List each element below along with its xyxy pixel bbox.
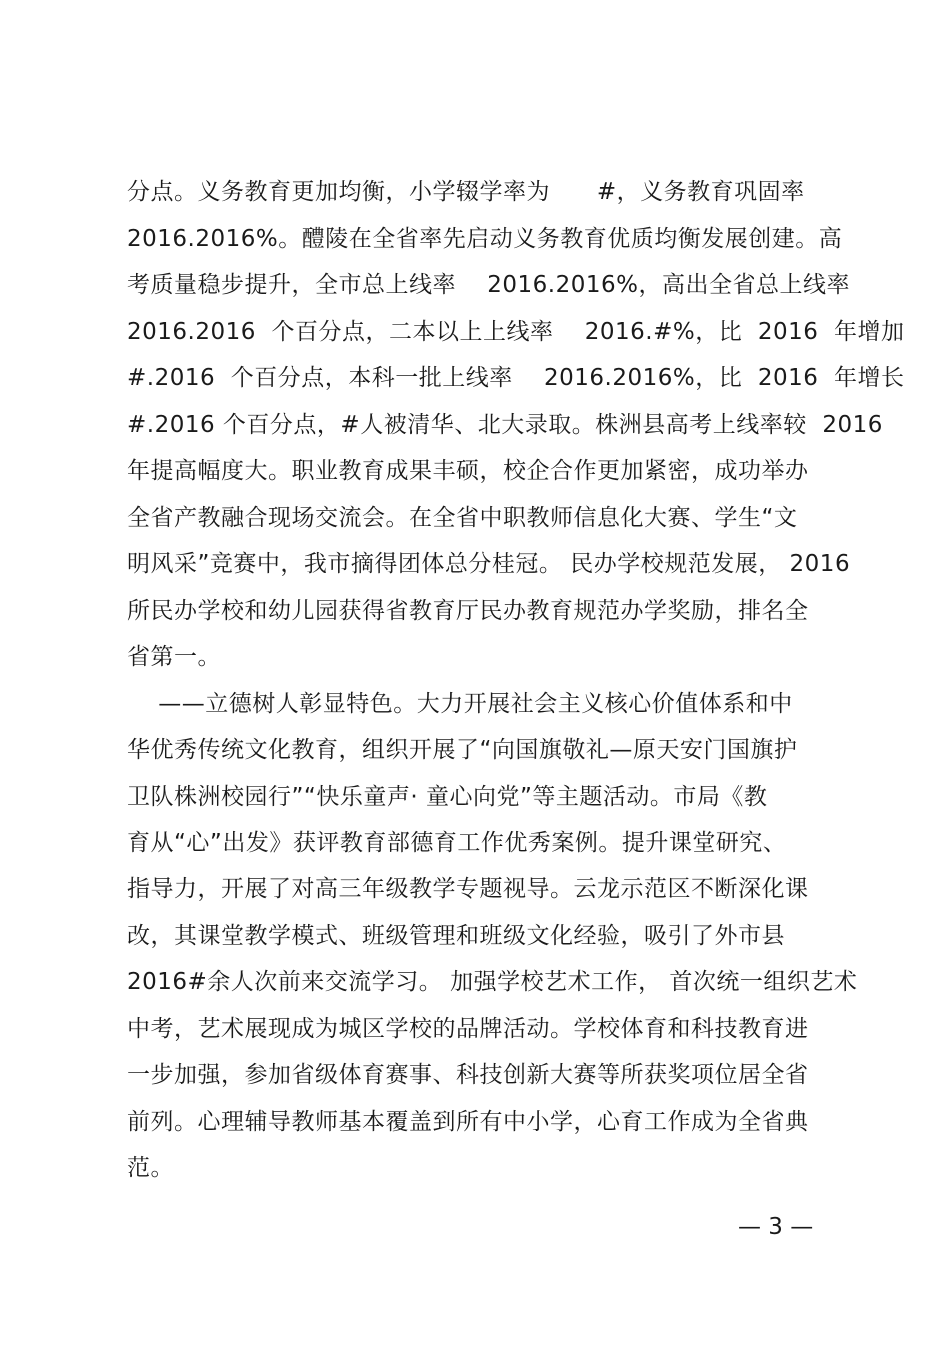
body-line: 2016.2016%。醴陵在全省率先启动义务教育优质均衡发展创建。高 [127,226,843,252]
body-line: 中考，艺术展现成为城区学校的品牌活动。学校体育和科技教育进 [127,1016,809,1042]
page-number: — 3 — [738,1214,814,1240]
body-line: 育从“心”出发》获评教育部德育工作优秀案例。提升课堂研究、 [127,830,787,856]
body-line: 考质量稳步提升，全市总上线率 2016.2016%，高出全省总上线率 [127,272,850,298]
body-line: #.2016 个百分点，本科一批上线率 2016.2016%，比 2016 年增长 [127,365,905,391]
body-line: 2016.2016 个百分点，二本以上上线率 2016.#%，比 2016 年增加 [127,319,905,345]
body-line: 2016#余人次前来交流学习。 加强学校艺术工作， 首次统一组织艺术 [127,969,858,995]
body-line: 省第一。 [127,644,221,670]
body-line: 指导力，开展了对高三年级教学专题视导。云龙示范区不断深化课 [127,876,809,902]
body-line: 分点。义务教育更加均衡，小学辍学率为 #，义务教育巩固率 [127,179,805,205]
body-line: 年提高幅度大。职业教育成果丰硕，校企合作更加紧密，成功举办 [127,458,809,484]
body-line: 范。 [127,1155,174,1181]
body-line: 明风采”竞赛中，我市摘得团体总分桂冠。 民办学校规范发展， 2016 [127,551,851,577]
body-line: 一步加强，参加省级体育赛事、科技创新大赛等所获奖项位居全省 [127,1062,809,1088]
body-line: 前列。心理辅导教师基本覆盖到所有中小学，心育工作成为全省典 [127,1109,809,1135]
body-line: 卫队株洲校园行”“快乐童声· 童心向党”等主题活动。市局《教 [127,784,768,810]
body-line: 全省产教融合现场交流会。在全省中职教师信息化大赛、学生“文 [127,505,798,531]
body-line: 华优秀传统文化教育，组织开展了“向国旗敬礼—原天安门国旗护 [127,737,798,763]
body-line: ——立德树人彰显特色。大力开展社会主义核心价值体系和中 [127,691,793,717]
body-line: 改，其课堂教学模式、班级管理和班级文化经验，吸引了外市县 [127,923,785,949]
body-line: 所民办学校和幼儿园获得省教育厅民办教育规范办学奖励，排名全 [127,598,809,624]
body-line: #.2016 个百分点，#人被清华、北大录取。株洲县高考上线率较 2016 [127,412,883,438]
